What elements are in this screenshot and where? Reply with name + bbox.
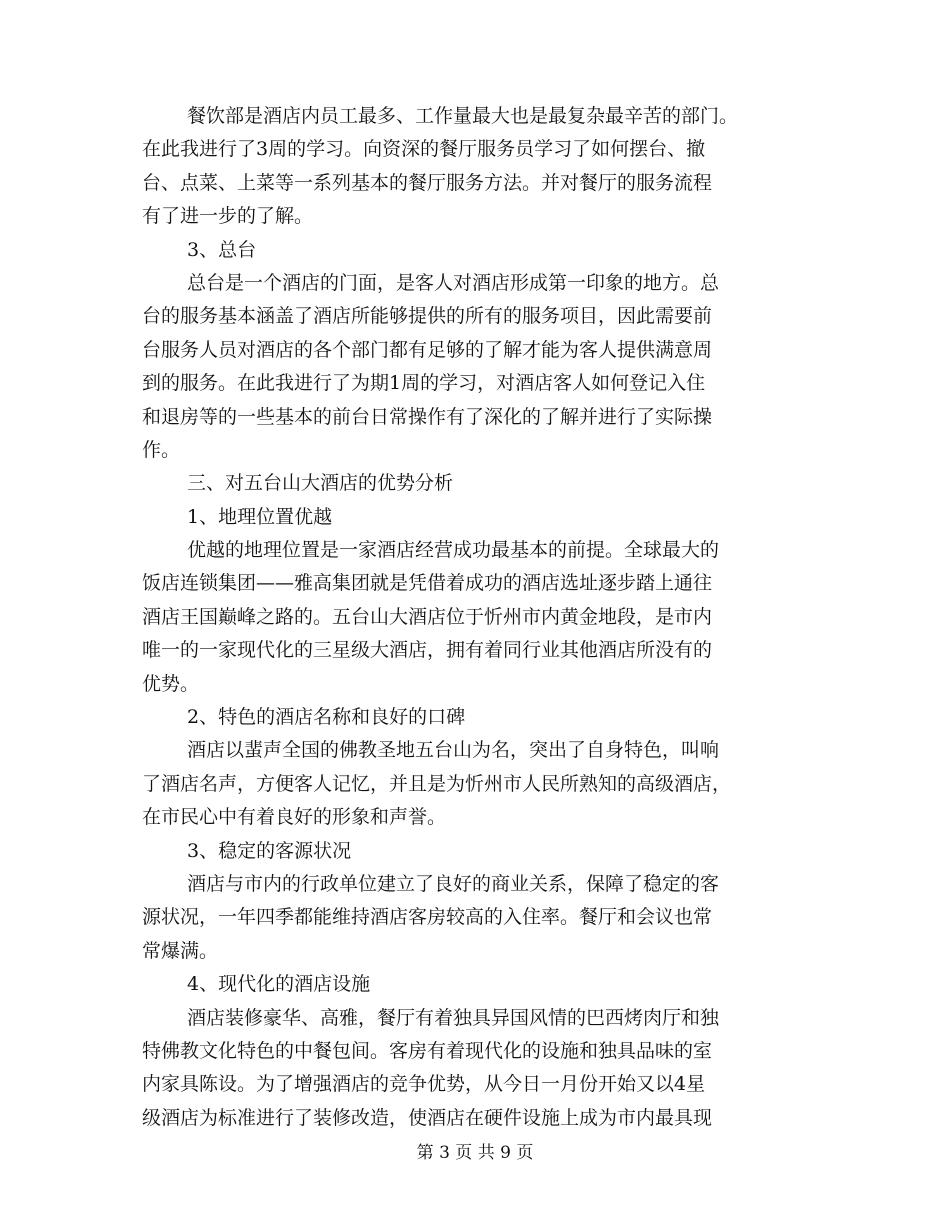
paragraph-line: 源状况，一年四季都能维持酒店客房较高的入住率。餐厅和会议也常: [142, 906, 713, 929]
paragraph-line: 在市民心中有着良好的形象和声誉。: [142, 806, 447, 829]
page-footer: 第 3 页 共 9 页: [416, 1143, 534, 1163]
paragraph-line: 酒店装修豪华、高雅，餐厅有着独具异国风情的巴西烤肉厅和独: [187, 1006, 720, 1029]
paragraph-line: 常爆满。: [142, 939, 219, 962]
section-heading: 三、对五台山大酒店的优势分析: [187, 472, 454, 495]
paragraph-line: 优越的地理位置是一家酒店经营成功最基本的前提。全球最大的: [187, 539, 720, 562]
paragraph-line: 酒店以蜚声全国的佛教圣地五台山为名，突出了自身特色，叫响: [187, 739, 720, 762]
paragraph-line: 台、点菜、上菜等一系列基本的餐厅服务方法。并对餐厅的服务流程: [142, 171, 713, 194]
paragraph-line: 内家具陈设。为了增强酒店的竞争优势，从今日一月份开始又以4星: [142, 1073, 706, 1096]
paragraph-line: 在此我进行了3周的学习。向资深的餐厅服务员学习了如何摆台、撤: [142, 138, 706, 161]
paragraph-line: 优势。: [142, 672, 200, 695]
section-heading: 4、现代化的酒店设施: [187, 973, 371, 996]
section-heading: 1、地理位置优越: [187, 505, 333, 528]
paragraph-line: 和退房等的一些基本的前台日常操作有了深化的了解并进行了实际操: [142, 405, 713, 428]
paragraph-line: 总台是一个酒店的门面，是客人对酒店形成第一印象的地方。总: [187, 271, 720, 294]
paragraph-line: 酒店王国巅峰之路的。五台山大酒店位于忻州市内黄金地段，是市内: [142, 605, 713, 628]
paragraph-line: 作。: [142, 438, 181, 461]
paragraph-line: 台服务人员对酒店的各个部门都有足够的了解才能为客人提供满意周: [142, 338, 713, 361]
paragraph-line: 级酒店为标准进行了装修改造，使酒店在硬件设施上成为市内最具现: [142, 1106, 713, 1129]
paragraph-line: 有了进一步的了解。: [142, 205, 314, 228]
paragraph-line: 台的服务基本涵盖了酒店所能够提供的所有的服务项目，因此需要前: [142, 305, 713, 328]
paragraph-line: 餐饮部是酒店内员工最多、工作量最大也是最复杂最辛苦的部门。: [187, 105, 739, 127]
paragraph-line: 特佛教文化特色的中餐包间。客房有着现代化的设施和独具品味的室: [142, 1039, 713, 1062]
section-heading: 3、总台: [187, 238, 257, 261]
paragraph-line: 酒店与市内的行政单位建立了良好的商业关系，保障了稳定的客: [187, 872, 720, 895]
section-heading: 3、稳定的客源状况: [187, 839, 352, 862]
body-text: [142, 100, 807, 1135]
paragraph-line: 唯一的一家现代化的三星级大酒店，拥有着同行业其他酒店所没有的: [142, 639, 713, 662]
paragraph-line: 到的服务。在此我进行了为期1周的学习，对酒店客人如何登记入住: [142, 372, 706, 395]
section-heading: 2、特色的酒店名称和良好的口碑: [187, 706, 466, 729]
paragraph-line: 了酒店名声，方便客人记忆，并且是为忻州市人民所熟知的高级酒店，: [142, 772, 732, 795]
paragraph-line: 饭店连锁集团——雅高集团就是凭借着成功的酒店选址逐步踏上通往: [142, 572, 713, 595]
